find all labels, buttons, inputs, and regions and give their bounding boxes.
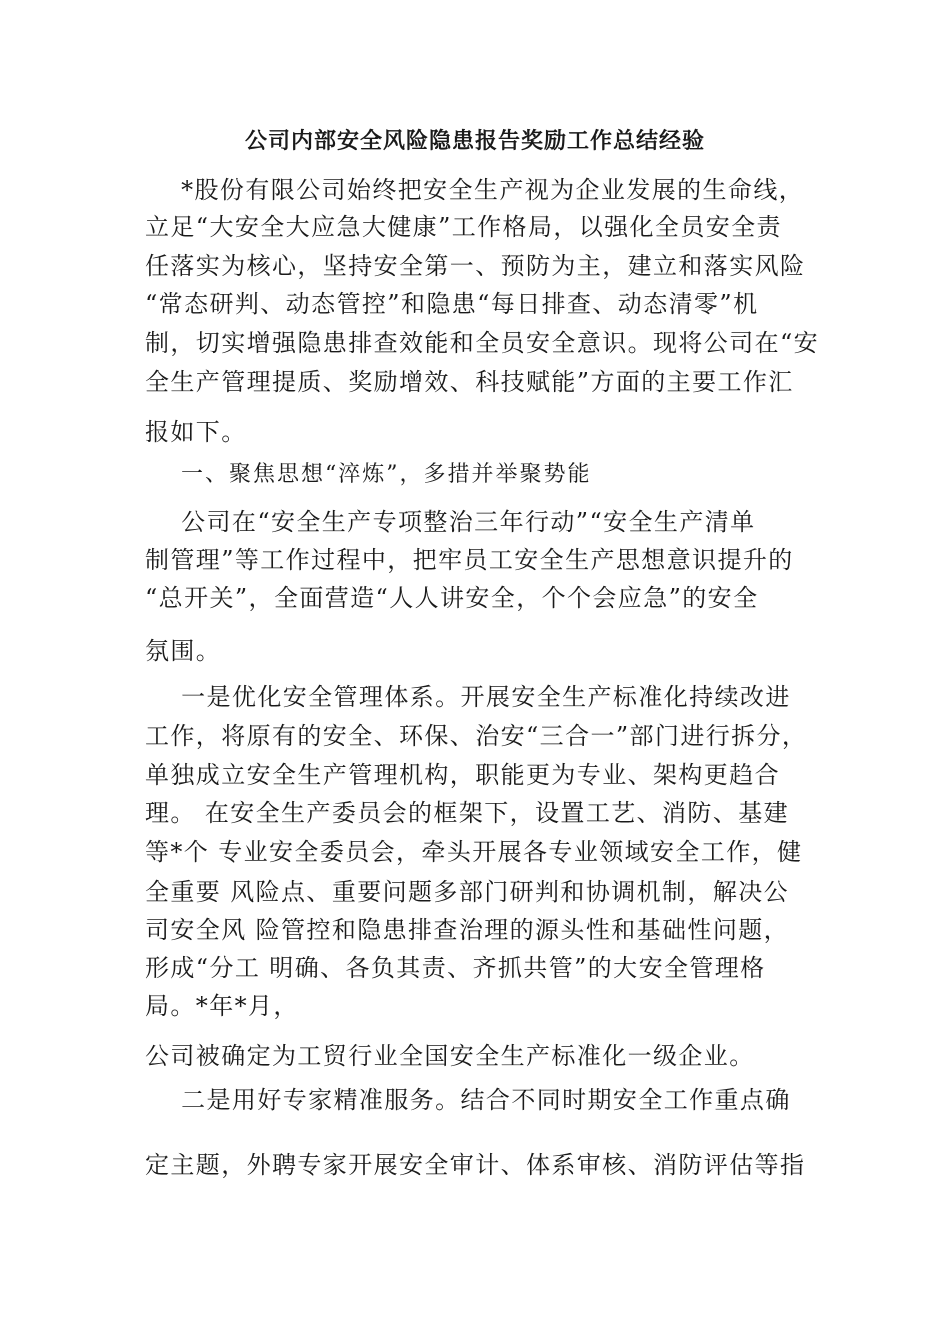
paragraph-line: 单独成立安全生产管理机构，职能更为专业、架构更趋合 [145, 761, 780, 789]
paragraph-line: 公司在“安全生产专项整治三年行动”“安全生产清单 [145, 508, 756, 536]
paragraph-line: 等*个 专业安全委员会，牵头开展各专业领域安全工作，健 [145, 838, 803, 866]
paragraph-line: 工作，将原有的安全、环保、治安“三合一”部门进行拆分， [145, 722, 808, 750]
document-title: 公司内部安全风险隐患报告奖励工作总结经验 [244, 128, 705, 154]
paragraph-line: 制，切实增强隐患排查效能和全员安全意识。现将公司在“安 [145, 329, 820, 357]
paragraph-line: 二是用好专家精准服务。结合不同时期安全工作重点确 [145, 1086, 791, 1114]
paragraph-line: 全重要 风险点、重要问题多部门研判和协调机制，解决公 [145, 878, 790, 906]
paragraph-line: 公司被确定为工贸行业全国安全生产标准化一级企业。 [145, 1042, 755, 1070]
section-heading: 一、聚焦思想“淬炼”，多措并举聚势能 [145, 462, 592, 487]
paragraph-line: *股份有限公司始终把安全生产视为企业发展的生命线， [145, 176, 805, 204]
paragraph-line: “常态研判、动态管控”和隐患“每日排查、动态清零”机 [145, 290, 759, 318]
paragraph-line: 立足“大安全大应急大健康”工作格局，以强化全员安全责 [145, 213, 782, 241]
paragraph-line: 全生产管理提质、奖励增效、科技赋能”方面的主要工作汇 [145, 368, 794, 396]
paragraph-line: 一是优化安全管理体系。开展安全生产标准化持续改进 [145, 683, 791, 711]
paragraph-line: 制管理”等工作过程中，把牢员工安全生产思想意识提升的 [145, 546, 794, 574]
paragraph-line: 局。*年*月， [145, 992, 299, 1020]
paragraph-line: 理。 在安全生产委员会的框架下，设置工艺、消防、基建 [145, 799, 790, 827]
paragraph-line: 任落实为核心，坚持安全第一、预防为主，建立和落实风险 [145, 252, 806, 280]
paragraph-line: 氛围。 [145, 637, 222, 665]
paragraph-line: 形成“分工 明确、各负其责、齐抓共管”的大安全管理格 [145, 954, 766, 982]
paragraph-line: 报如下。 [145, 418, 247, 446]
paragraph-line: 定主题，外聘专家开展安全审计、体系审核、消防评估等指 [145, 1151, 806, 1179]
paragraph-line: 司安全风 险管控和隐患排查治理的源头性和基础性问题， [145, 916, 790, 944]
paragraph-line: “总开关”，全面营造“人人讲安全，个个会应急”的安全 [145, 584, 759, 612]
